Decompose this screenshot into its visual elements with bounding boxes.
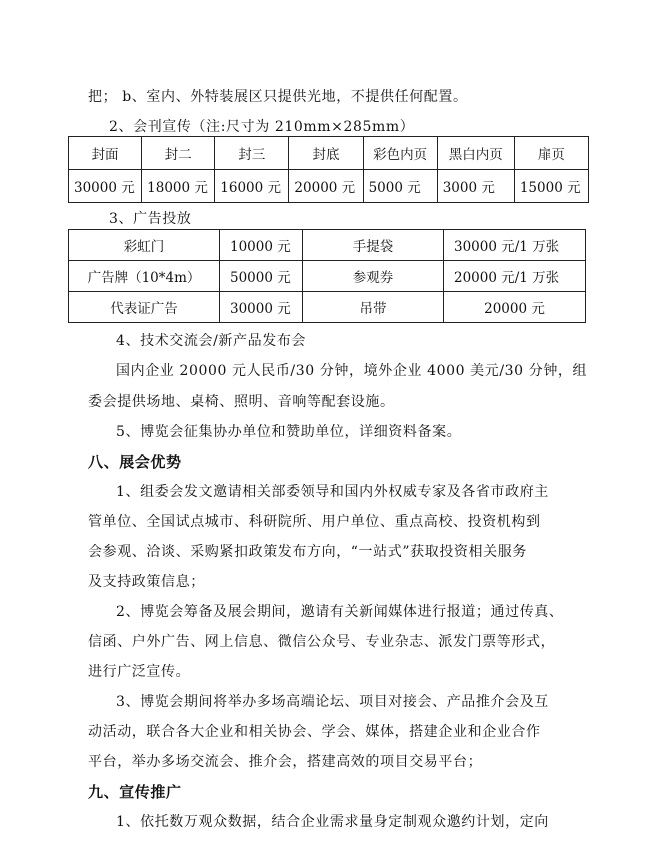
table-cell: 18000 元 — [142, 170, 215, 203]
section-item-publication: 2、会刊宣传（注:尺寸为 210mm×285mm） — [109, 119, 415, 135]
text-line: 1、组委会发文邀请相关部委领导和国内外权威专家及各省市政府主 — [116, 484, 549, 500]
table-cell: 代表证广告 — [69, 292, 220, 323]
table-cell: 彩虹门 — [69, 230, 220, 261]
table-cell: 20000 元 — [444, 292, 586, 323]
text-line: 管单位、全国试点城市、科研院所、用户单位、重点高校、投资机构到 — [88, 514, 541, 530]
table-cell: 15000 元 — [514, 170, 588, 203]
text-line: 平台，举办多场交流会、推介会，搭建高效的项目交易平台； — [88, 754, 483, 770]
table-cell: 手提袋 — [303, 230, 444, 261]
text-line: 信函、户外广告、网上信息、微信公众号、专业杂志、派发门票等形式， — [88, 634, 556, 650]
section-heading-advantages: 八、展会优势 — [88, 453, 182, 471]
table-row — [69, 292, 586, 323]
text-line: 国内企业 20000 元人民币/30 分钟，境外企业 4000 美元/30 分钟，组 — [116, 363, 588, 379]
section-heading-promotion: 九、宣传推广 — [88, 783, 182, 801]
text-line: 2、博览会筹备及展会期间，邀请有关新闻媒体进行报道；通过传真、 — [116, 604, 564, 620]
advertising-price-table — [68, 229, 586, 323]
table-header-row — [69, 137, 589, 170]
text-line: 3、博览会期间将举办多场高端论坛、项目对接会、产品推介会及互 — [116, 694, 549, 710]
table-cell: 30000 元/1 万张 — [444, 230, 586, 261]
table-cell: 封二 — [142, 137, 215, 170]
section-item-advertising: 3、广告投放 — [109, 211, 192, 227]
table-cell: 广告牌（10*4m） — [69, 261, 220, 292]
table-cell: 3000 元 — [437, 170, 514, 203]
table-row — [69, 170, 589, 203]
table-cell: 16000 元 — [215, 170, 289, 203]
text-line: 把； b、室内、外特装展区只提供光地，不提供任何配置。 — [88, 89, 468, 105]
table-cell: 50000 元 — [220, 261, 303, 292]
text-line: 进行广泛宣传。 — [88, 664, 191, 680]
text-line: 委会提供场地、桌椅、照明、音响等配套设施。 — [88, 394, 395, 410]
table-cell: 20000 元/1 万张 — [444, 261, 586, 292]
text-line: 会参观、洽谈、采购紧扣政策发布方向，“一站式”获取投资相关服务 — [88, 544, 527, 560]
table-cell: 30000 元 — [69, 170, 142, 203]
table-cell: 彩色内页 — [363, 137, 437, 170]
table-cell: 吊带 — [303, 292, 444, 323]
section-item-sponsors: 5、博览会征集协办单位和赞助单位，详细资料备案。 — [116, 424, 462, 440]
table-cell: 参观券 — [303, 261, 444, 292]
table-cell: 10000 元 — [220, 230, 303, 261]
section-item-tech-exchange: 4、技术交流会/新产品发布会 — [116, 333, 307, 349]
text-line: 1、依托数万观众数据，结合企业需求量身定制观众邀约计划，定向 — [116, 814, 549, 830]
table-row — [69, 230, 586, 261]
table-row — [69, 261, 586, 292]
table-cell: 黑白内页 — [437, 137, 514, 170]
table-cell: 封面 — [69, 137, 142, 170]
table-cell: 封三 — [215, 137, 289, 170]
table-cell: 30000 元 — [220, 292, 303, 323]
table-cell: 20000 元 — [289, 170, 363, 203]
publication-price-table — [68, 136, 589, 203]
text-line: 动活动，联合各大企业和相关协会、学会、媒体，搭建企业和企业合作 — [88, 724, 541, 740]
table-cell: 封底 — [289, 137, 363, 170]
text-line: 及支持政策信息； — [88, 574, 205, 590]
table-cell: 扉页 — [514, 137, 588, 170]
table-cell: 5000 元 — [363, 170, 437, 203]
